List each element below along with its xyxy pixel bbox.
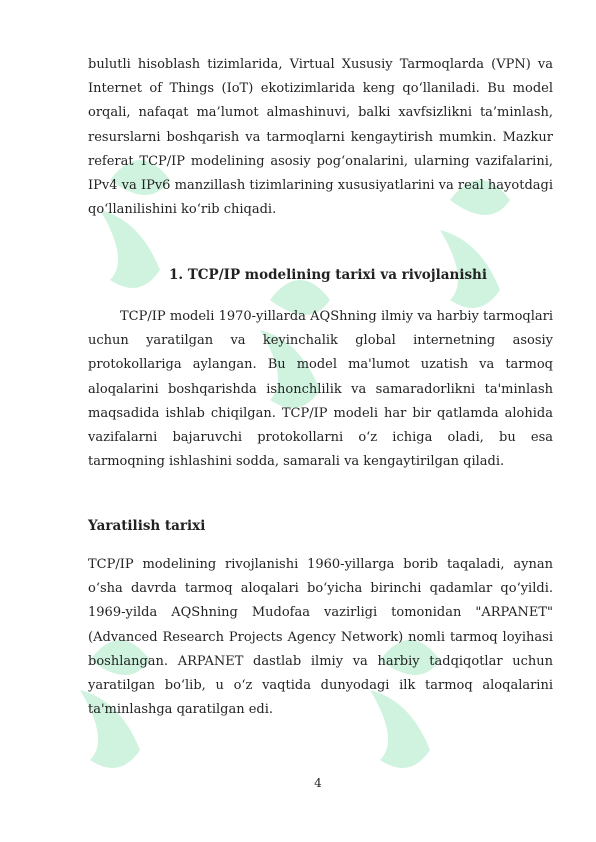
- history-paragraph: TCP/IP modelining rivojlanishi 1960-yillarga borib taqaladi, aynan o‘sha davrda tarmoq aloqalari bo‘yicha birinchi qadamlar qo‘yildi. 1969-yilda AQShning Mudofaa vazirligi tomonidan "ARPANET" (Advanced Research Projects Agency Network) nomli tarmoq loyihasi boshlangan. ARPANET dastlab ilmiy va harbiy tadqiqotlar uchun yaratilgan bo‘lib, u o‘z vaqtida dunyodagi ilk tarmoq aloqalarini ta'minlashga qaratilgan edi.: [88, 557, 553, 718]
- page-number: 4: [314, 776, 322, 790]
- section-heading: 1. TCP/IP modelining tarixi va rivojlanishi: [168, 267, 488, 283]
- intro-paragraph: bulutli hisoblash tizimlarida, Virtual Xususiy Tarmoqlarda (VPN) va Internet of Things (IoT) ekotizimlarida keng qo‘llaniladi. Bu model orqali, nafaqat ma’lumot almashinuvi, balki xavfsizlikni ta’minlash, resurslarni boshqarish va tarmoqlarni kengaytirish mumkin. Mazkur referat TCP/IP modelining asosiy pog‘onalarini, ularning vazifalarini, IPv4 va IPv6 manzillash tizimlarining xususiyatlarini va real hayotdagi qo‘llanilishini ko‘rib chiqadi.: [88, 57, 553, 218]
- subheading: Yaratilish tarixi: [88, 518, 206, 534]
- section-paragraph: TCP/IP modeli 1970-yillarda AQShning ilmiy va harbiy tarmoqlari uchun yaratilgan va keyinchalik global internetning asosiy protokollariga aylangan. Bu model ma'lumot uzatish va tarmoq aloqalarini boshqarishda ishonchlilik va samaradorlikni ta'minlash maqsadida ishlab chiqilgan. TCP/IP modeli har bir qatlamda alohida vazifalarni bajaruvchi protokollarni o‘z ichiga oladi, bu esa tarmoqning ishlashini sodda, samarali va kengaytirilgan qiladi.: [88, 309, 553, 470]
